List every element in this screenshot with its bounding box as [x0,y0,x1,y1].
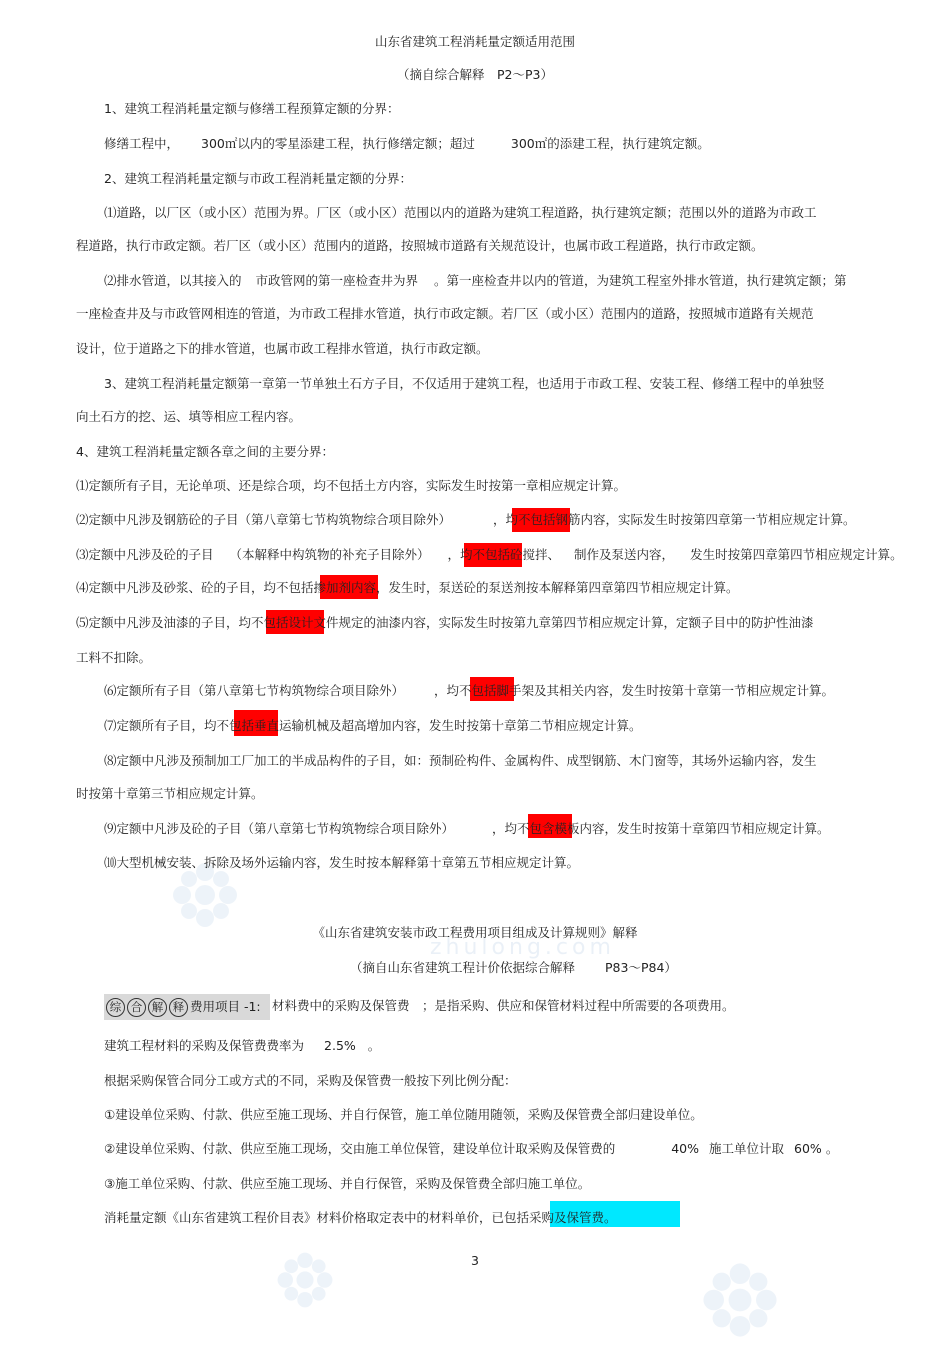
paragraph-line: 一座检查井及与市政管网相连的管道，为市政工程排水管道，执行市政定额。若厂区（或小区）范围内的道路，按照城市道路有关规范 [76,306,814,321]
paragraph-line [104,1038,380,1054]
text-span: 市政管网的第一座检查井为界 [255,273,419,288]
text-span: 施工单位计取 [709,1141,785,1156]
text-span: 制作及泵送内容， [574,547,675,562]
text-span: （摘自山东省建筑工程计价依据综合解释 [350,960,576,975]
text-span: （本解释中构筑物的补充子目除外） [229,547,430,562]
watermark-text: zhulong.com [430,935,615,960]
list-item [104,683,834,699]
paragraph-line: 材料费中的采购及保管费 ；是指采购、供应和保管材料过程中所需要的各项费用。 [272,998,735,1013]
circled-char: 释 [169,998,188,1017]
list-item [76,512,856,528]
text-span: 300㎡的添建工程，执行建筑定额。 [510,136,710,151]
list-item: ③施工单位采购、付款、供应至施工现场、并自行保管，采购及保管费全部归施工单位。 [104,1176,591,1191]
list-item-continuation: 时按第十章第三节相应规定计算。 [76,786,264,801]
list-item [76,547,903,563]
circled-char: 综 [106,998,125,1017]
text-span: 。 [825,1141,839,1156]
list-item: ⑴定额所有子目，无论单项、还是综合项，均不包括土方内容，实际发生时按第一章相应规定计算。 [76,478,627,493]
text-span: ⑵排水管道，以其接入的 [104,273,242,288]
list-item [104,821,830,837]
paragraph-line: 设计，位于道路之下的排水管道，也属市政工程排水管道，执行市政定额。 [76,341,489,356]
text-span: 300㎡以内的零星添建工程，执行修缮定额；超过 [201,136,475,151]
circled-char: 合 [127,998,146,1017]
text-span: ，均不包括脚手架及其相关内容，发生时按第十章第一节相应规定计算。 [434,683,835,698]
text-span: ⑵定额中凡涉及钢筋砼的子目（第八章第七节构筑物综合项目除外） [76,512,452,527]
source-note [350,960,677,976]
rate-value: 60% [794,1141,822,1156]
text-span: ⑶定额中凡涉及砼的子目 [76,547,214,562]
text-span: ，均不包括砼搅拌、 [447,547,561,562]
page-number: 3 [471,1253,479,1268]
text-span: 。 [367,1038,381,1053]
text-span: ，均不包含模板内容，发生时按第十章第四节相应规定计算。 [492,821,830,836]
text-span: 修缮工程中， [104,136,180,151]
paragraph-line [104,136,710,152]
text-span: ⑼定额中凡涉及砼的子目（第八章第七节构筑物综合项目除外） [104,821,455,836]
paragraph-line: 消耗量定额《山东省建筑工程价目表》材料价格取定表中的材料单价，已包括采购及保管费。 [104,1210,617,1225]
section-heading: 1、建筑工程消耗量定额与修缮工程预算定额的分界： [104,101,400,116]
text-span: 建筑工程材料的采购及保管费费率为 [104,1038,305,1053]
section-heading: 4、建筑工程消耗量定额各章之间的主要分界： [76,444,334,459]
paragraph-line [104,273,847,289]
paragraph-line: 根据采购保管合同分工或方式的不同，采购及保管费一般按下列比例分配： [104,1073,517,1088]
paragraph-line: 3、建筑工程消耗量定额第一章第一节单独土石方子目，不仅适用于建筑工程，也适用于市政工程、安装工程、修缮工程中的单独竖 [104,376,825,391]
text-span: ，均不包括钢筋内容，实际发生时按第四章第一节相应规定计算。 [493,512,856,527]
list-item: ⑻定额中凡涉及预制加工厂加工的半成品构件的子目，如：预制砼构件、金属构件、成型钢筋、木门窗等，其场外运输内容，发生 [104,753,817,768]
list-item: ⑷定额中凡涉及砂浆、砼的子目，均不包括掺加剂内容，发生时，泵送砼的泵送剂按本解释第四章第四节相应规定计算。 [76,580,739,595]
badge-label: 费用项目 -1: [190,999,261,1014]
rate-value: 2.5% [324,1038,356,1053]
list-item: ⑽大型机械安装、拆除及场外运输内容，发生时按本解释第十章第五节相应规定计算。 [104,855,580,870]
paragraph-line: ⑴道路，以厂区（或小区）范围为界。厂区（或小区）范围以内的道路为建筑工程道路，执行建筑定额；范围以外的道路为市政工 [104,205,817,220]
paragraph-line: 向土石方的挖、运、填等相应工程内容。 [76,409,302,424]
section-title: 《山东省建筑安装市政工程费用项目组成及计算规则》解释 [312,925,638,940]
text-span: ②建设单位采购、付款、供应至施工现场，交由施工单位保管，建设单位计取采购及保管费的 [104,1141,616,1156]
rate-value: 40% [671,1141,700,1156]
list-item: ⑸定额中凡涉及油漆的子目，均不包括设计文件规定的油漆内容，实际发生时按第九章第四节相应规定计算，定额子目中的防护性油漆 [76,615,814,630]
list-item: ①建设单位采购、付款、供应至施工现场、并自行保管，施工单位随用随领，采购及保管费全部归建设单位。 [104,1107,703,1122]
paragraph-line: 程道路，执行市政定额。若厂区（或小区）范围内的道路，按照城市道路有关规范设计，也属市政工程道路，执行市政定额。 [76,238,764,253]
list-item [104,1141,838,1157]
page-title: 山东省建筑工程消耗量定额适用范围 [374,34,575,49]
source-note: （摘自综合解释 P2～P3） [397,67,553,82]
list-item: ⑺定额所有子目，均不包括垂直运输机械及超高增加内容，发生时按第十章第二节相应规定计算。 [104,718,642,733]
circled-char: 解 [148,998,167,1017]
text-span: P83～P84） [605,960,677,975]
text-span: ⑹定额所有子目（第八章第七节构筑物综合项目除外） [104,683,405,698]
text-span: 发生时按第四章第四节相应规定计算。 [690,547,903,562]
watermark-flower-icon [700,1260,780,1340]
text-span: 。第一座检查井以内的管道，为建筑工程室外排水管道，执行建筑定额；第 [434,273,847,288]
badge-line [106,998,261,1017]
section-heading: 2、建筑工程消耗量定额与市政工程消耗量定额的分界： [104,171,412,186]
list-item-continuation: 工料不扣除。 [76,650,152,665]
